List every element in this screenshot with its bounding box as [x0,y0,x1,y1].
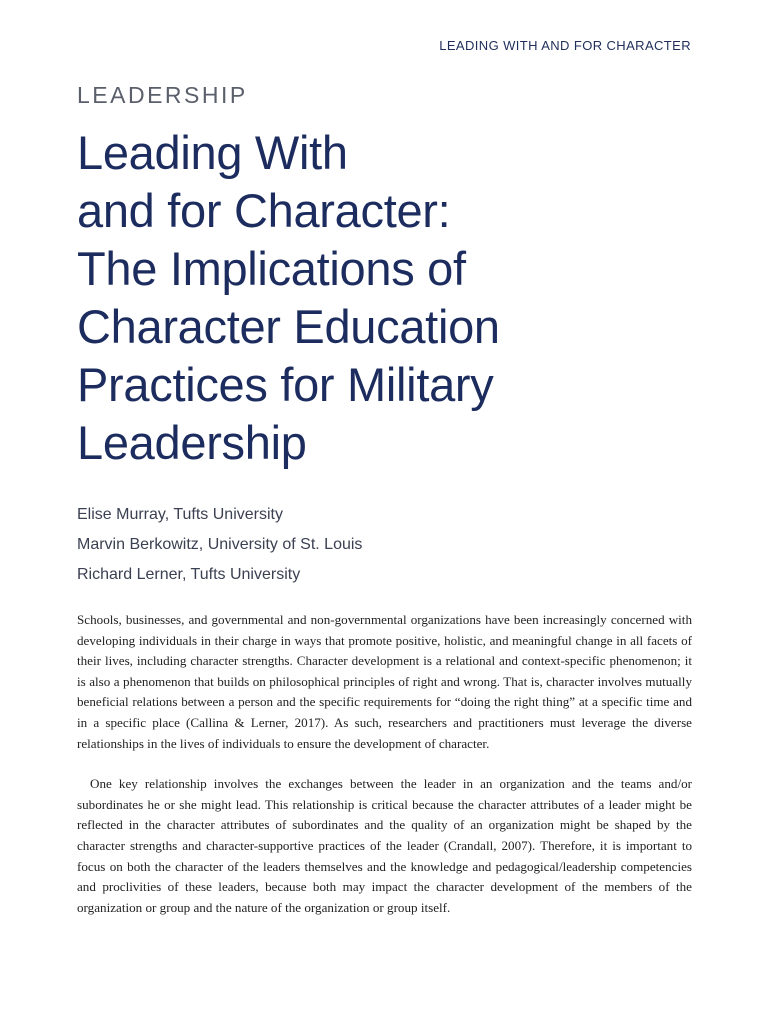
title-line: Character Education [77,300,500,353]
author-entry: Elise Murray, Tufts University [77,506,283,523]
title-line: Leading With [77,126,348,179]
author-list [77,500,362,590]
title-line: Practices for Military [77,358,494,411]
body-paragraph: Schools, businesses, and governmental and non-governmental organizations have been increasingly concerned with developing individuals in their charge in ways that promote positive, holistic, and meaningful change in all facets of their lives, including character strengths. Character development is a relational and context-specific phenomenon; it is also a phenomenon that builds on philosophical principles of right and wrong. That is, character involves mutually beneficial relations between a person and the specific requirements for “doing the right thing” at a specific time and in a specific place (Callina & Lerner, 2017). As such, researchers and practitioners must leverage the diverse relationships in the lives of individuals to ensure the development of character. [77,612,692,751]
section-label: LEADERSHIP [77,82,248,108]
title-line: and for Character: [77,184,451,237]
title-line: Leadership [77,416,307,469]
article-body [77,610,692,918]
running-header: LEADING WITH AND FOR CHARACTER [439,38,691,53]
article-title [77,124,697,472]
body-paragraph: One key relationship involves the exchanges between the leader in an organization and the teams and/or subordinates he or she might lead. This relationship is critical because the character attributes of a leader might be reflected in the character attributes of subordinates and the quality of an organization might be shaped by the character strengths and character-supportive practices of the leader (Crandall, 2007). Therefore, it is important to focus on both the character of the leaders themselves and the knowledge and pedagogical/leadership competencies and proclivities of these leaders, because both may impact the character development of the members of the organization or group and the nature of the organization or group itself. [77,776,692,915]
author-entry: Marvin Berkowitz, University of St. Louis [77,536,363,553]
title-line: The Implications of [77,242,466,295]
author-entry: Richard Lerner, Tufts University [77,566,301,583]
